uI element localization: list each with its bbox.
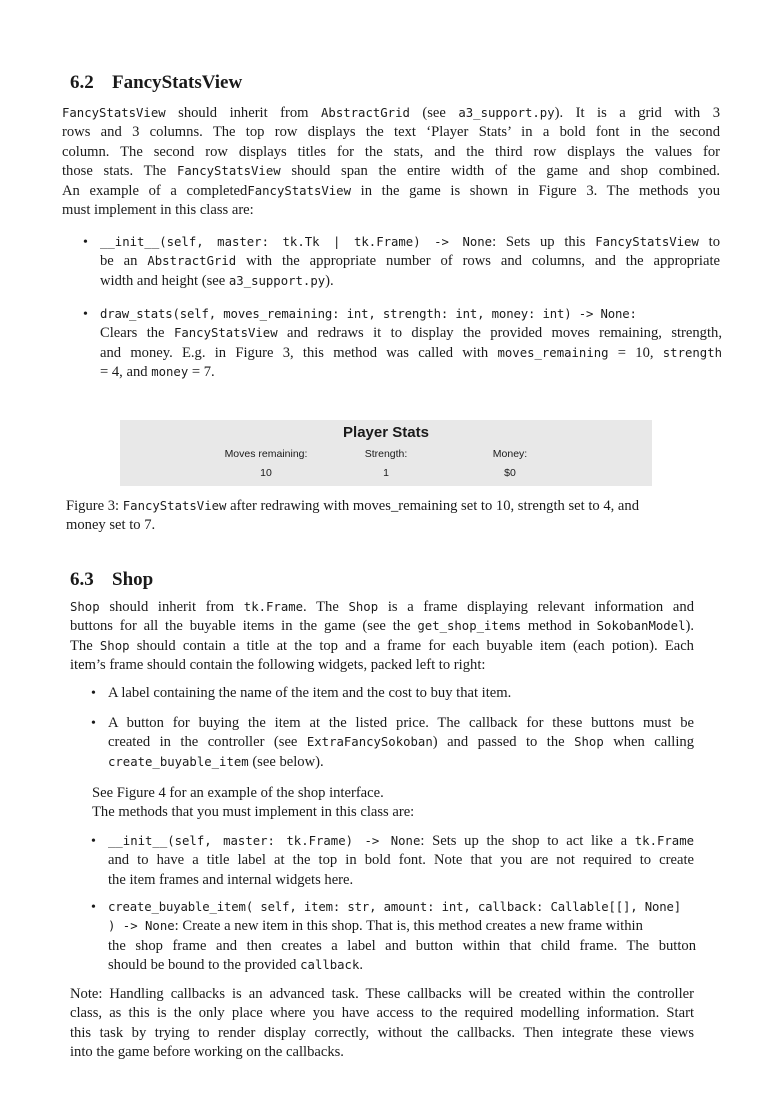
text-line	[70, 598, 694, 617]
text-line: into the game before working on the callbacks.	[70, 1044, 344, 1061]
code-span: __init__(self, master: tk.Frame) -> None	[108, 834, 421, 848]
text-line	[108, 956, 740, 975]
code-span: ExtraFancySokoban	[306, 735, 433, 750]
text-line	[108, 917, 696, 936]
text-span: with the appropriate number of rows and columns, and the appropriate	[236, 253, 720, 270]
text-span: created in the controller (see	[108, 734, 307, 751]
stat-value-strength: 1	[383, 467, 389, 479]
code-span: tk.Frame	[243, 600, 304, 614]
text-span: after redrawing with moves_remaining set to 10, strength set to 4, and	[226, 498, 640, 514]
section-number: 6.2	[70, 72, 94, 93]
code-span: tk.Frame	[634, 834, 695, 848]
text-span: = 10,	[608, 344, 663, 361]
code-span: money	[151, 365, 189, 380]
text-span: ).	[325, 272, 334, 289]
text-line: The methods that you must implement in this class are:	[92, 804, 415, 821]
text-span: An example of a completed	[62, 182, 248, 199]
text-line: A button for buying the item at the listed price. The callback for these buttons must be	[108, 715, 694, 731]
stat-value-money: $0	[504, 467, 516, 479]
text-line	[70, 637, 694, 656]
bullet-dot: •	[91, 686, 96, 701]
code-line: create_buyable_item( self, item: str, amount: int, callback: Callable[[], None]	[108, 900, 682, 914]
text-line: Note: Handling callbacks is an advanced task. These callbacks will be created within the controller	[70, 986, 694, 1002]
text-span: buttons for all the buyable items in the game (see the	[70, 618, 418, 635]
text-line	[108, 733, 694, 752]
code-span: a3_support.py	[228, 273, 326, 288]
code-span: FancyStatsView	[177, 164, 281, 179]
code-span: Shop	[99, 638, 130, 653]
code-span: get_shop_items	[417, 619, 522, 634]
figure-3-caption	[66, 497, 720, 536]
text-line	[62, 162, 720, 181]
text-line	[100, 324, 722, 343]
code-span: strength	[662, 345, 723, 360]
stat-value-moves: 10	[260, 467, 272, 479]
stat-header-moves: Moves remaining:	[224, 448, 308, 460]
bullet-dot: •	[83, 235, 88, 250]
text-span: .	[359, 957, 364, 974]
text-span: method in	[521, 618, 597, 635]
section-number: 6.3	[70, 569, 94, 590]
code-span: __init__(self, master: tk.Tk | tk.Frame) -> None	[100, 235, 493, 249]
text-line	[100, 344, 722, 363]
text-span: those stats. The	[62, 163, 177, 180]
text-span: and redraws it to display the provided moves remaining, strength,	[277, 325, 722, 342]
text-span: : Sets up this	[492, 234, 596, 250]
bullet-dot: •	[91, 900, 96, 915]
text-line	[100, 272, 720, 291]
text-span: The	[70, 637, 100, 654]
text-span: Figure 3:	[66, 498, 123, 514]
text-span: when calling	[603, 734, 694, 751]
bullet-dot: •	[83, 307, 88, 322]
text-span: ). It is a grid with 3	[554, 105, 720, 121]
text-line	[100, 252, 720, 271]
code-span: Shop	[574, 735, 604, 750]
text-span: and money. E.g. in Figure 3, this method was called with	[100, 344, 498, 361]
bullet-label-widget	[91, 684, 698, 703]
text-line	[108, 753, 694, 772]
text-line: column. The second row displays titles for the stats, and the third row displays the values for	[62, 143, 720, 160]
text-line	[100, 233, 720, 252]
text-span: should inherit from	[99, 599, 244, 615]
text-line: money set to 7.	[66, 517, 156, 534]
stat-header-money: Money:	[492, 448, 528, 460]
text-span: should be bound to the provided	[108, 957, 301, 974]
text-span: in the game is shown in Figure 3. The methods you	[350, 182, 721, 199]
shop-methods-intro	[92, 784, 692, 823]
text-span: ) and passed to the	[432, 734, 575, 751]
text-line: the item frames and internal widgets here.	[108, 871, 354, 888]
text-line: A label containing the name of the item and the cost to buy that item.	[108, 685, 512, 701]
text-span: should contain a title at the top and a frame for each buyable item (each potion). Each	[129, 637, 694, 654]
text-span: = 4, and	[100, 364, 152, 381]
text-line	[100, 363, 722, 382]
stat-header-strength: Strength:	[364, 448, 408, 460]
code-span: FancyStatsView	[62, 106, 166, 120]
text-line	[108, 832, 694, 851]
section-6-3-paragraph	[70, 598, 694, 676]
text-span: . The	[303, 599, 349, 615]
bullet-init-method	[83, 233, 720, 291]
code-span: FancyStatsView	[173, 326, 278, 341]
code-span: callback	[300, 958, 360, 973]
code-span: FancyStatsView	[247, 183, 351, 198]
text-line: this task by trying to render display correctly, without the callbacks. Then integrate these views	[70, 1024, 694, 1041]
text-line: rows and 3 columns. The top row displays the text ‘Player Stats’ in a bold font in the second	[62, 124, 720, 141]
bullet-shop-init-method	[91, 832, 695, 890]
bullet-dot: •	[91, 716, 96, 731]
section-heading-6-3	[70, 569, 153, 591]
code-span: AbstractGrid	[147, 254, 237, 269]
text-span: should inherit from	[165, 105, 322, 121]
code-span: Shop	[70, 600, 100, 614]
text-line	[70, 617, 694, 636]
text-span: be an	[100, 253, 148, 270]
code-span: a3_support.py	[458, 106, 555, 120]
text-line: class, as this is the only place where you have access to the required modelling information. Start	[70, 1005, 694, 1022]
section-title: Shop	[112, 569, 154, 590]
text-span: (see below).	[248, 753, 324, 770]
figure-3-stats-view	[120, 420, 652, 486]
figure-title: Player Stats	[343, 424, 429, 441]
text-line: See Figure 4 for an example of the shop interface.	[92, 785, 384, 801]
text-span: = 7.	[188, 364, 215, 381]
text-span: ).	[685, 618, 694, 635]
code-span: FancyStatsView	[595, 235, 699, 249]
text-span: width and height (see	[100, 272, 229, 289]
code-span: AbstractGrid	[321, 106, 410, 120]
text-line: item’s frame should contain the following widgets, packed left to right:	[70, 657, 486, 674]
text-span: (see	[409, 105, 459, 121]
bullet-dot: •	[91, 834, 96, 849]
bullet-create-buyable-item-method	[91, 898, 740, 976]
section-6-2-paragraph	[62, 104, 720, 220]
code-span: SokobanModel	[596, 619, 686, 634]
text-span: Clears the	[100, 325, 174, 342]
bullet-button-widget	[91, 714, 694, 772]
text-line	[62, 182, 720, 201]
text-line: the shop frame and then creates a label and button within that child frame. The button	[108, 937, 696, 954]
code-span: FancyStatsView	[122, 499, 227, 513]
section-heading-6-2	[70, 72, 242, 94]
code-span: moves_remaining	[497, 345, 609, 360]
text-span: should span the entire width of the game and shop combined.	[280, 163, 720, 180]
text-span: : Create a new item in this shop. That is, this method creates a new frame within	[174, 918, 643, 935]
text-span: to	[698, 234, 720, 250]
text-line: and to have a title label at the top in bold font. Note that you are not required to create	[108, 852, 694, 869]
code-span: ) -> None	[108, 919, 175, 934]
code-span: create_buyable_item	[108, 754, 249, 769]
code-span: Shop	[348, 600, 379, 614]
bullet-draw-stats-method	[83, 305, 723, 383]
section-title: FancyStatsView	[112, 72, 243, 93]
text-line: must implement in this class are:	[62, 202, 254, 219]
text-line	[66, 497, 720, 516]
text-line	[62, 104, 720, 123]
text-span: : Sets up the shop to act like a	[420, 833, 635, 849]
note-paragraph	[70, 985, 694, 1063]
text-span: is a frame displaying relevant information and	[378, 599, 694, 615]
code-line: draw_stats(self, moves_remaining: int, strength: int, money: int) -> None:	[100, 307, 637, 321]
